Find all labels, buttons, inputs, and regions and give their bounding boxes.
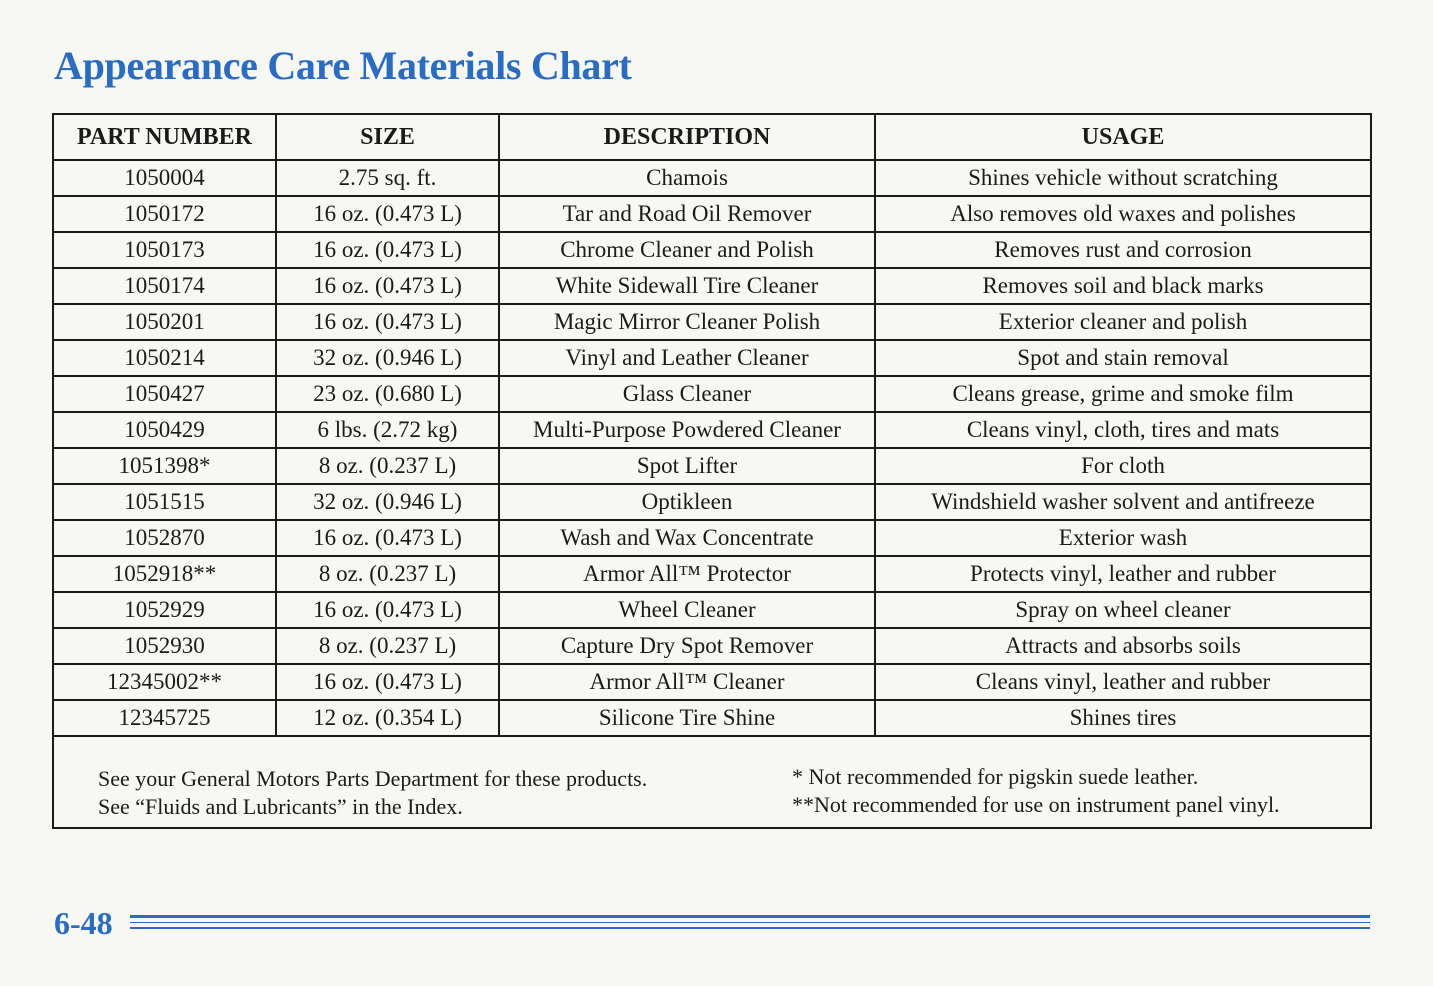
table-row bbox=[54, 160, 1370, 196]
care-materials-table bbox=[54, 115, 1370, 737]
cell-usage: Cleans vinyl, cloth, tires and mats bbox=[875, 412, 1370, 448]
cell-usage: Cleans grease, grime and smoke film bbox=[875, 376, 1370, 412]
page-title: Appearance Care Materials Chart bbox=[54, 43, 632, 88]
cell-part-number: 12345002** bbox=[54, 664, 276, 700]
cell-size: 32 oz. (0.946 L) bbox=[276, 340, 499, 376]
column-header-usage: USAGE bbox=[875, 115, 1370, 160]
table-body bbox=[54, 160, 1370, 736]
cell-size: 8 oz. (0.237 L) bbox=[276, 628, 499, 664]
cell-description: Silicone Tire Shine bbox=[499, 700, 875, 736]
table-row bbox=[54, 304, 1370, 340]
cell-part-number: 1050173 bbox=[54, 232, 276, 268]
cell-part-number: 12345725 bbox=[54, 700, 276, 736]
footer-rule bbox=[130, 927, 1370, 929]
cell-description: Vinyl and Leather Cleaner bbox=[499, 340, 875, 376]
footer-rule bbox=[130, 922, 1370, 923]
cell-size: 16 oz. (0.473 L) bbox=[276, 268, 499, 304]
cell-description: Wheel Cleaner bbox=[499, 592, 875, 628]
table-row bbox=[54, 412, 1370, 448]
cell-size: 16 oz. (0.473 L) bbox=[276, 592, 499, 628]
cell-part-number: 1050172 bbox=[54, 196, 276, 232]
footnote-single-asterisk: * Not recommended for pigskin suede leather. bbox=[792, 764, 1199, 789]
cell-usage: Shines vehicle without scratching bbox=[875, 160, 1370, 196]
cell-part-number: 1051515 bbox=[54, 484, 276, 520]
table-row bbox=[54, 520, 1370, 556]
column-header-size: SIZE bbox=[276, 115, 499, 160]
table-row bbox=[54, 628, 1370, 664]
cell-size: 8 oz. (0.237 L) bbox=[276, 556, 499, 592]
cell-part-number: 1050427 bbox=[54, 376, 276, 412]
cell-description: Spot Lifter bbox=[499, 448, 875, 484]
cell-description: Capture Dry Spot Remover bbox=[499, 628, 875, 664]
cell-size: 16 oz. (0.473 L) bbox=[276, 304, 499, 340]
cell-usage: Exterior wash bbox=[875, 520, 1370, 556]
cell-part-number: 1052870 bbox=[54, 520, 276, 556]
table-row bbox=[54, 448, 1370, 484]
cell-description: Wash and Wax Concentrate bbox=[499, 520, 875, 556]
footer-rule bbox=[130, 915, 1370, 918]
cell-usage: For cloth bbox=[875, 448, 1370, 484]
cell-size: 12 oz. (0.354 L) bbox=[276, 700, 499, 736]
cell-usage: Windshield washer solvent and antifreeze bbox=[875, 484, 1370, 520]
cell-usage: Removes soil and black marks bbox=[875, 268, 1370, 304]
cell-description: White Sidewall Tire Cleaner bbox=[499, 268, 875, 304]
footnote-fluids-lubricants: See “Fluids and Lubricants” in the Index. bbox=[98, 794, 463, 819]
page-number: 6-48 bbox=[54, 905, 113, 941]
column-header-description: DESCRIPTION bbox=[499, 115, 875, 160]
table-row bbox=[54, 232, 1370, 268]
cell-part-number: 1052929 bbox=[54, 592, 276, 628]
cell-part-number: 1050174 bbox=[54, 268, 276, 304]
cell-size: 6 lbs. (2.72 kg) bbox=[276, 412, 499, 448]
table-row bbox=[54, 196, 1370, 232]
table-row bbox=[54, 484, 1370, 520]
cell-usage: Removes rust and corrosion bbox=[875, 232, 1370, 268]
cell-description: Magic Mirror Cleaner Polish bbox=[499, 304, 875, 340]
cell-usage: Also removes old waxes and polishes bbox=[875, 196, 1370, 232]
cell-usage: Shines tires bbox=[875, 700, 1370, 736]
cell-part-number: 1052930 bbox=[54, 628, 276, 664]
table-row bbox=[54, 700, 1370, 736]
table-row bbox=[54, 376, 1370, 412]
column-header-part-number: PART NUMBER bbox=[54, 115, 276, 160]
cell-usage: Exterior cleaner and polish bbox=[875, 304, 1370, 340]
cell-description: Tar and Road Oil Remover bbox=[499, 196, 875, 232]
cell-size: 23 oz. (0.680 L) bbox=[276, 376, 499, 412]
table-header-row bbox=[54, 115, 1370, 160]
cell-description: Multi-Purpose Powdered Cleaner bbox=[499, 412, 875, 448]
cell-usage: Spot and stain removal bbox=[875, 340, 1370, 376]
cell-description: Glass Cleaner bbox=[499, 376, 875, 412]
cell-description: Chrome Cleaner and Polish bbox=[499, 232, 875, 268]
footnote-double-asterisk: **Not recommended for use on instrument panel vinyl. bbox=[792, 792, 1280, 817]
cell-size: 8 oz. (0.237 L) bbox=[276, 448, 499, 484]
cell-size: 2.75 sq. ft. bbox=[276, 160, 499, 196]
cell-part-number: 1050214 bbox=[54, 340, 276, 376]
cell-description: Optikleen bbox=[499, 484, 875, 520]
table-row bbox=[54, 556, 1370, 592]
cell-part-number: 1050201 bbox=[54, 304, 276, 340]
cell-description: Chamois bbox=[499, 160, 875, 196]
table-row bbox=[54, 340, 1370, 376]
cell-usage: Cleans vinyl, leather and rubber bbox=[875, 664, 1370, 700]
table-row bbox=[54, 268, 1370, 304]
table-row bbox=[54, 592, 1370, 628]
care-materials-chart bbox=[52, 113, 1372, 829]
cell-size: 16 oz. (0.473 L) bbox=[276, 664, 499, 700]
cell-usage: Attracts and absorbs soils bbox=[875, 628, 1370, 664]
cell-size: 16 oz. (0.473 L) bbox=[276, 520, 499, 556]
footnote-parts-department: See your General Motors Parts Department for these products. bbox=[98, 766, 648, 791]
cell-size: 32 oz. (0.946 L) bbox=[276, 484, 499, 520]
cell-description: Armor All™ Cleaner bbox=[499, 664, 875, 700]
cell-part-number: 1050429 bbox=[54, 412, 276, 448]
cell-part-number: 1050004 bbox=[54, 160, 276, 196]
cell-usage: Protects vinyl, leather and rubber bbox=[875, 556, 1370, 592]
cell-usage: Spray on wheel cleaner bbox=[875, 592, 1370, 628]
cell-description: Armor All™ Protector bbox=[499, 556, 875, 592]
cell-part-number: 1052918** bbox=[54, 556, 276, 592]
cell-size: 16 oz. (0.473 L) bbox=[276, 196, 499, 232]
cell-size: 16 oz. (0.473 L) bbox=[276, 232, 499, 268]
cell-part-number: 1051398* bbox=[54, 448, 276, 484]
table-row bbox=[54, 664, 1370, 700]
footnotes bbox=[54, 760, 1370, 827]
